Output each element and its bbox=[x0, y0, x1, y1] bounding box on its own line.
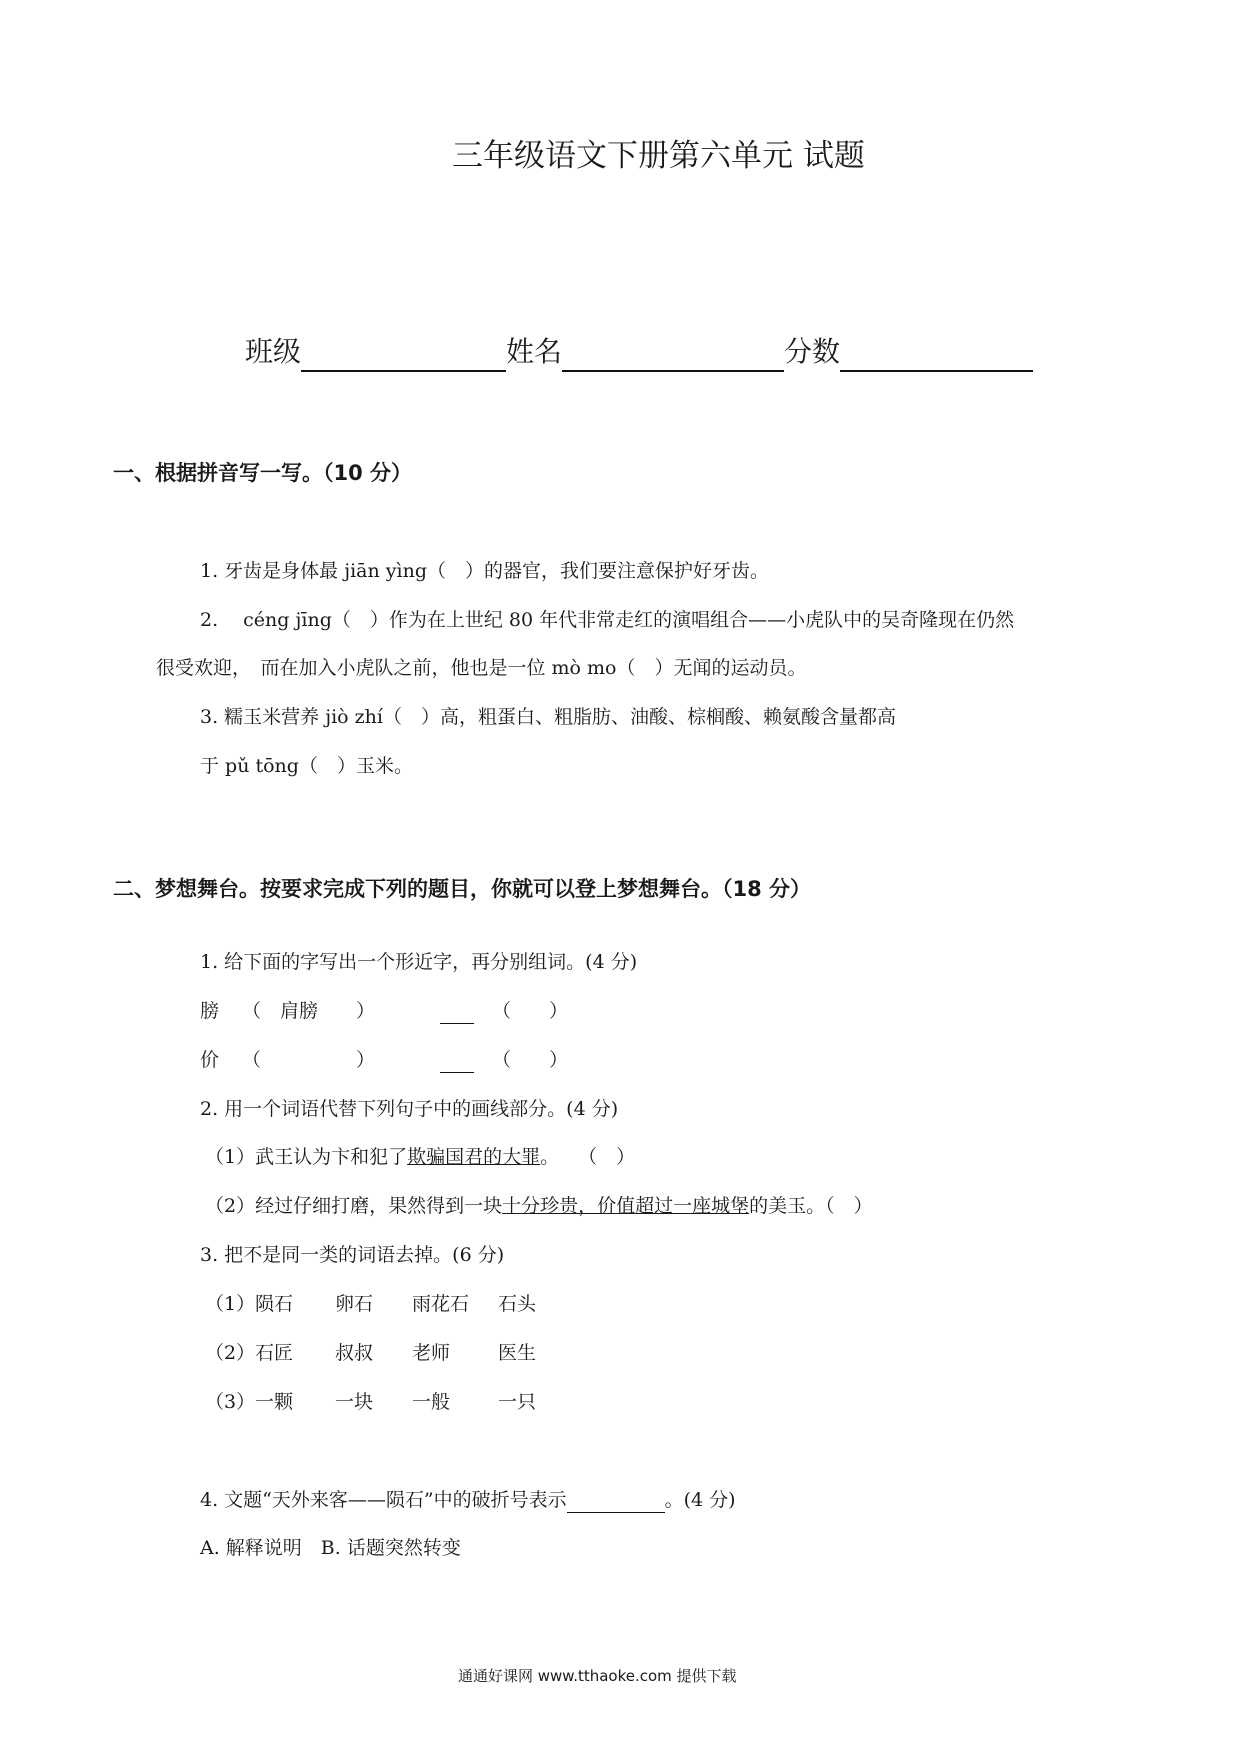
item-label: （2） bbox=[205, 1342, 256, 1364]
score-field[interactable] bbox=[840, 337, 1033, 372]
word: 石头 bbox=[498, 1293, 537, 1315]
char: 膀 bbox=[200, 1000, 220, 1022]
q4-text: 4. 文题“天外来客——陨石”中的破折号表示 bbox=[200, 1489, 567, 1511]
q4-answer-blank[interactable] bbox=[567, 1490, 665, 1513]
word: 陨石 bbox=[255, 1293, 294, 1315]
word-slot: （ ） bbox=[492, 1000, 569, 1022]
similar-char-blank[interactable] bbox=[440, 1050, 474, 1073]
word-slot: （ ） bbox=[492, 1049, 569, 1071]
word: 老师 bbox=[412, 1342, 451, 1364]
name-label: 姓名 bbox=[506, 335, 563, 368]
page-title: 三年级语文下册第六单元 试题 bbox=[452, 138, 865, 174]
section-2-q1-prompt: 1. 给下面的字写出一个形近字，再分别组词。(4 分) bbox=[200, 951, 638, 973]
section-2-q4-options: A. 解释说明 B. 话题突然转变 bbox=[200, 1537, 461, 1559]
score-label: 分数 bbox=[784, 335, 841, 368]
section-1-q3-line1: 3. 糯玉米营养 jiò zhí（ ）高，粗蛋白、粗脂肪、油酸、棕榈酸、赖氨酸含量都高 bbox=[200, 706, 896, 728]
underlined-phrase: 欺骗国君的大罪 bbox=[407, 1146, 541, 1168]
section-2-q2-item1 bbox=[205, 1142, 635, 1169]
word-slot: （ 肩膀 ） bbox=[242, 1000, 376, 1022]
name-field[interactable] bbox=[562, 337, 784, 372]
section-1-q2-line2: 很受欢迎， 而在加入小虎队之前，他也是一位 mò mo（ ）无闻的运动员。 bbox=[156, 657, 807, 679]
word: 石匠 bbox=[255, 1342, 294, 1364]
sentence-text: 。 （ ） bbox=[540, 1146, 636, 1168]
word: 雨花石 bbox=[412, 1293, 470, 1315]
q4-points: 。(4 分) bbox=[664, 1489, 736, 1511]
sentence-text: 的美玉。（ ） bbox=[749, 1195, 873, 1217]
similar-char-row bbox=[200, 996, 568, 1024]
word: 一只 bbox=[498, 1391, 537, 1413]
section-1-q2-line1: 2. céng jīng（ ）作为在上世纪 80 年代非常走红的演唱组合——小虎队中的吴奇隆现在仍然 bbox=[200, 609, 1015, 631]
similar-char-blank[interactable] bbox=[440, 1001, 474, 1024]
section-1-heading: 一、根据拼音写一写。（10 分） bbox=[113, 461, 413, 485]
word: 卵石 bbox=[335, 1293, 374, 1315]
sentence-text: （1）武王认为卞和犯了 bbox=[205, 1146, 408, 1168]
item-label: （3） bbox=[205, 1391, 256, 1413]
section-2-q4 bbox=[200, 1485, 736, 1513]
section-2-q2-item2 bbox=[205, 1191, 873, 1218]
underlined-phrase: 十分珍贵，价值超过一座城堡 bbox=[502, 1195, 750, 1217]
class-field[interactable] bbox=[301, 337, 506, 372]
char: 价 bbox=[200, 1049, 220, 1071]
section-2-heading: 二、梦想舞台。按要求完成下列的题目，你就可以登上梦想舞台。（18 分） bbox=[113, 877, 812, 901]
section-2-q3-prompt: 3. 把不是同一类的词语去掉。(6 分) bbox=[200, 1244, 505, 1266]
similar-char-row bbox=[200, 1045, 568, 1073]
word: 一块 bbox=[335, 1391, 374, 1413]
word-slot: （ ） bbox=[242, 1049, 376, 1071]
class-label: 班级 bbox=[245, 335, 302, 368]
word-group-row bbox=[205, 1289, 536, 1316]
sentence-text: （2）经过仔细打磨，果然得到一块 bbox=[205, 1195, 503, 1217]
section-1-q1: 1. 牙齿是身体最 jiān yìng（ ）的器官，我们要注意保护好牙齿。 bbox=[200, 560, 769, 582]
student-info-row bbox=[245, 330, 1033, 372]
footer-text: 通通好课网 www.tthaoke.com 提供下载 bbox=[458, 1667, 737, 1685]
word: 叔叔 bbox=[335, 1342, 374, 1364]
section-2-q2-prompt: 2. 用一个词语代替下列句子中的画线部分。(4 分) bbox=[200, 1098, 619, 1120]
word-group-row bbox=[205, 1387, 536, 1414]
item-label: （1） bbox=[205, 1293, 256, 1315]
section-1-q3-line2: 于 pǔ tōng（ ）玉米。 bbox=[200, 755, 413, 777]
word-group-row bbox=[205, 1338, 536, 1365]
word: 一颗 bbox=[255, 1391, 294, 1413]
word: 一般 bbox=[412, 1391, 451, 1413]
word: 医生 bbox=[498, 1342, 537, 1364]
